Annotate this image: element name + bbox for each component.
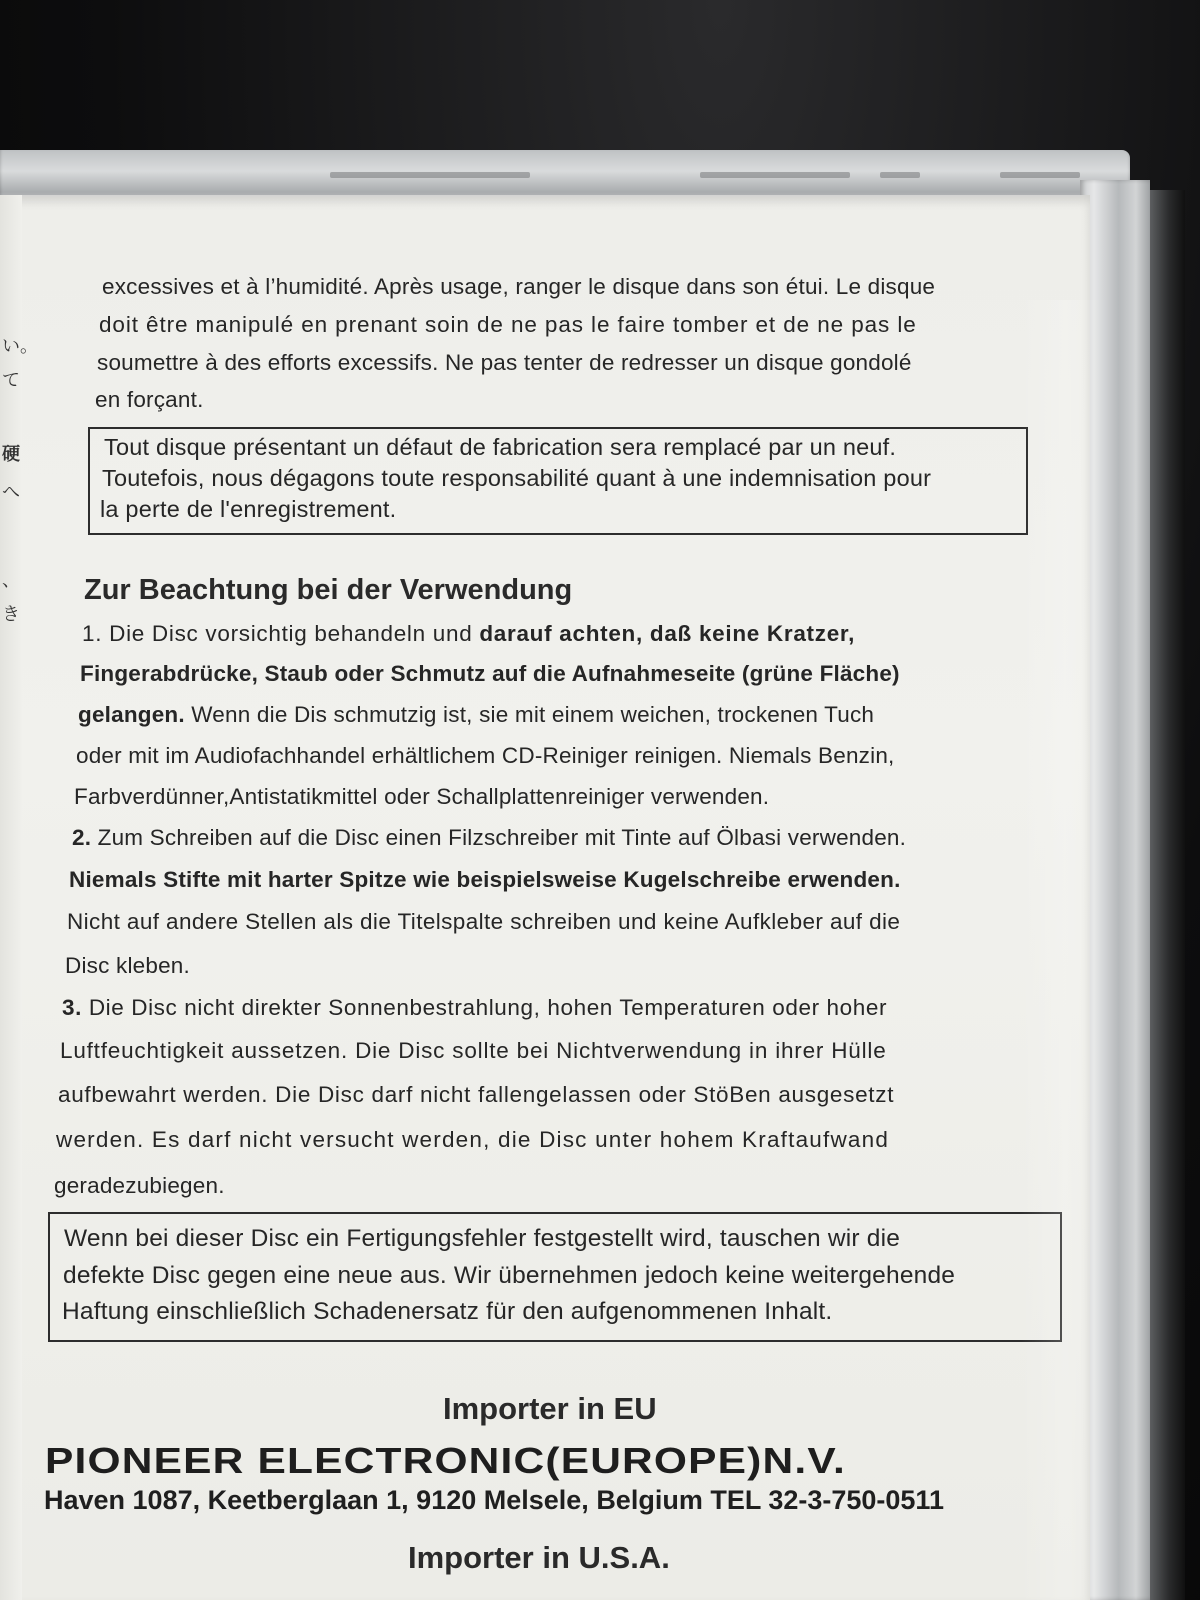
left-edge-glyph: 硬 [2, 444, 20, 465]
importer-eu-title: Importer in EU [443, 1391, 657, 1426]
left-edge-glyph: き [2, 604, 20, 625]
item1-bold-line: Fingerabdrücke, Staub oder Schmutz auf die Aufnahmeseite (grüne Fläche) [80, 661, 900, 686]
item1-line: oder mit im Audiofachhandel erhältlichem CD-Reiniger reinigen. Niemals Benzin, [76, 743, 895, 768]
item1-line: Farbverdünner,Antistatikmittel oder Schallplattenreiniger verwenden. [74, 784, 770, 809]
german-box-line: Wenn bei dieser Disc ein Fertigungsfehler festgestellt wird, tauschen wir die [64, 1225, 901, 1252]
importer-usa-title: Importer in U.S.A. [408, 1540, 670, 1575]
german-box-line: Haftung einschließlich Schadenersatz für den aufgenommenen Inhalt. [62, 1298, 833, 1325]
french-line: en forçant. [95, 387, 204, 412]
item3-line: geradezubiegen. [54, 1173, 225, 1198]
item1-text: Wenn die Dis schmutzig ist, sie mit einem weichen, trockenen Tuch [184, 702, 875, 727]
german-heading: Zur Beachtung bei der Verwendung [84, 574, 573, 606]
item2-bold-line: Niemals Stifte mit harter Spitze wie beispielsweise Kugelschreibe erwenden. [69, 867, 901, 892]
item3-line: werden. Es darf nicht versucht werden, die Disc unter hohem Kraftaufwand [56, 1127, 890, 1152]
item3-line: aufbewahrt werden. Die Disc darf nicht fallengelassen oder StöBen ausgesetzt [58, 1082, 895, 1107]
importer-eu-company: PIONEER ELECTRONIC(EUROPE)N.V. [45, 1440, 846, 1481]
left-edge-glyph: い。 [2, 336, 38, 357]
left-edge-glyph: へ [2, 482, 20, 503]
importer-eu-address: Haven 1087, Keetberglaan 1, 9120 Melsele, Belgium TEL 32-3-750-0511 [44, 1485, 944, 1515]
item1-text: 1. Die Disc vorsichtig behandeln und [82, 621, 480, 646]
french-box-line: Tout disque présentant un défaut de fabrication sera remplacé par un neuf. [104, 434, 897, 460]
french-line: doit être manipulé en prenant soin de ne pas le faire tomber et de ne pas le [99, 312, 917, 337]
german-box-line: defekte Disc gegen eine neue aus. Wir übernehmen jedoch keine weitergehende [63, 1262, 956, 1289]
item2-text: Zum Schreiben auf die Disc einen Filzschreiber mit Tinte auf Ölbasi verwenden. [91, 825, 907, 850]
item2-line: Disc kleben. [65, 953, 190, 978]
item1-bold-text: gelangen. [78, 702, 185, 727]
item2-number: 2. [72, 825, 92, 850]
item2-line: Nicht auf andere Stellen als die Titelspalte schreiben und keine Aufkleber auf die [67, 909, 901, 934]
item1-bold-text: darauf achten, daß keine Kratzer, [479, 621, 856, 646]
left-edge-glyph: て [2, 370, 20, 391]
left-edge-glyph: 、 [2, 570, 20, 591]
french-line: soumettre à des efforts excessifs. Ne pas tenter de redresser un disque gondolé [97, 350, 912, 375]
french-box-line: la perte de l'enregistrement. [100, 496, 397, 522]
item3-number: 3. [62, 995, 82, 1020]
item3-text: Die Disc nicht direkter Sonnenbestrahlung, hohen Temperaturen oder hoher [81, 995, 888, 1020]
item3-line: Luftfeuchtigkeit aussetzen. Die Disc sollte bei Nichtverwendung in ihrer Hülle [60, 1038, 887, 1063]
french-box-line: Toutefois, nous dégagons toute responsabilité quant à une indemnisation pour [102, 465, 932, 491]
french-line: excessives et à l’humidité. Après usage, ranger le disque dans son étui. Le disque [102, 274, 936, 299]
